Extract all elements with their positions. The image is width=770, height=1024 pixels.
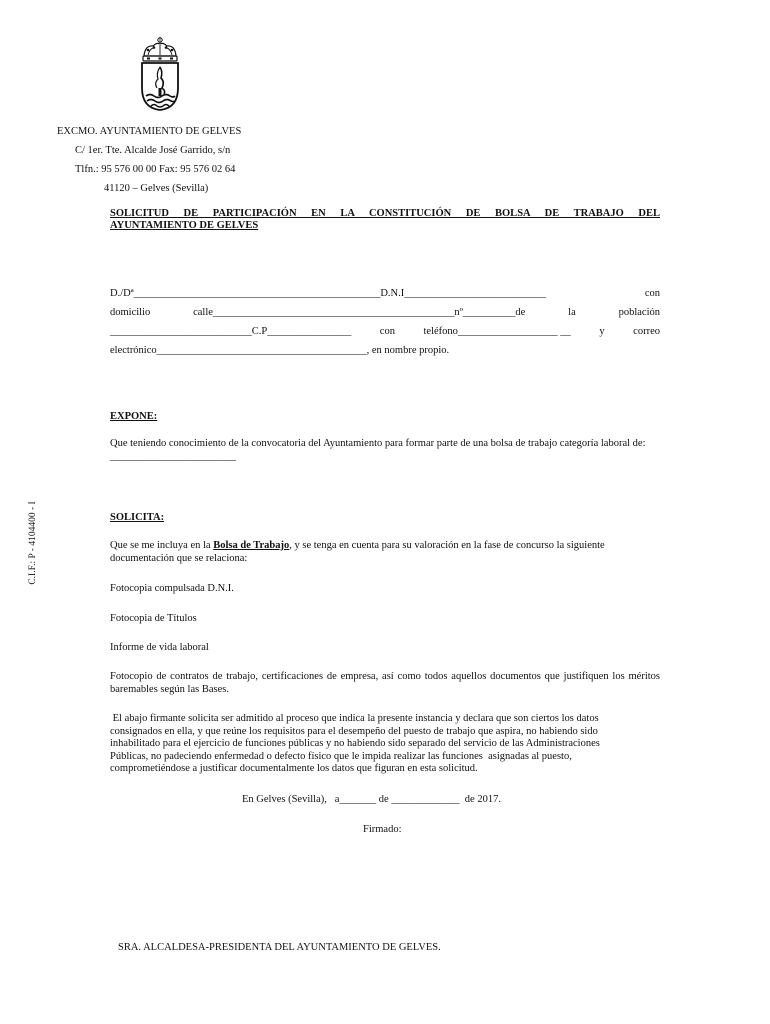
- expone-heading: EXPONE:: [110, 411, 158, 422]
- side-cif-text: C.I.F.: P - 4104400 - I: [28, 501, 38, 585]
- solicita-text-after: , y se tenga en cuenta para su valoración en la fase de concurso la siguiente documentación que se relaciona:: [110, 540, 605, 564]
- org-name: EXCMO. AYUNTAMIENTO DE GELVES: [57, 126, 242, 137]
- declaration-line: inhabilitado para el ejercicio de funciones públicas y no habiendo sido separado del servicio de las Administraciones: [110, 738, 600, 750]
- doc-item-titulos: Fotocopia de Títulos: [110, 613, 197, 624]
- title-line-2: AYUNTAMIENTO DE GELVES: [110, 220, 259, 231]
- word-domicilio: domicilio: [110, 307, 151, 318]
- declaration-line: consignados en ella, y que reúne los requisitos para el desempeño del puesto de trabajo que aspira, no habiendo sido: [110, 725, 598, 737]
- word-con-2: con: [379, 326, 395, 337]
- declaration-line: comprometiéndose a justificar documentalmente los datos que figuran en esta solicitud.: [110, 763, 478, 775]
- declaration-line: Públicas, no padeciendo enfermedad o defecto físico que le impida realizar las funciones asignadas al puesto,: [110, 750, 572, 762]
- solicita-text-before: Que se me incluya en la: [110, 540, 214, 551]
- addressee: SRA. ALCALDESA-PRESIDENTA DEL AYUNTAMIENTO DE GELVES.: [118, 942, 441, 953]
- email-field: electrónico________________________________________, en nombre propio.: [110, 345, 450, 356]
- doc-item-dni: Fotocopia compulsada D.N.I.: [110, 583, 234, 594]
- date-line: En Gelves (Sevilla), a_______ de _____________ de 2017.: [242, 794, 501, 805]
- applicant-row-3: [110, 325, 660, 338]
- declaration-line: El abajo firmante solicita ser admitido al proceso que indica la presente instancia y declara que son ciertos los datos: [110, 713, 599, 724]
- org-phone: Tlfn.: 95 576 00 00 Fax: 95 576 02 64: [75, 164, 236, 175]
- applicant-row-2: [110, 306, 660, 319]
- doc-item-contratos: Fotocopio de contratos de trabajo, certificaciones de empresa, así como todos aquellos documentos que justifiquen los méritos baremables según las Bases.: [110, 671, 660, 695]
- org-address: C/ 1er. Tte. Alcalde José Garrido, s/n: [75, 145, 231, 156]
- phone-field: teléfono___________________ __: [423, 326, 571, 337]
- name-dni-field: D./Dª_______________________________________________D.N.I___________________________: [110, 288, 547, 299]
- word-con: con: [644, 288, 660, 299]
- expone-text: Que teniendo conocimiento de la convocatoria del Ayuntamiento para formar parte de una bolsa de trabajo categoría laboral de: ________________________: [110, 438, 646, 462]
- crest-icon: [139, 36, 181, 112]
- crest-logo: [139, 36, 181, 112]
- org-postal: 41120 – Gelves (Sevilla): [104, 183, 209, 194]
- word-correo: correo: [633, 326, 660, 337]
- doc-item-vida-laboral: Informe de vida laboral: [110, 642, 209, 653]
- applicant-row-1: [110, 287, 660, 300]
- word-y: y: [599, 326, 605, 337]
- bolsa-trabajo-highlight: Bolsa de Trabajo: [213, 540, 290, 551]
- solicita-text: [110, 540, 662, 565]
- solicita-heading: SOLICITA:: [110, 512, 165, 523]
- word-la: la: [568, 307, 576, 318]
- street-field: calle______________________________________________nº__________de: [193, 307, 526, 318]
- signed-label: Firmado:: [363, 824, 402, 835]
- title-line-1: SOLICITUD DE PARTICIPACIÓN EN LA CONSTITUCIÓN DE BOLSA DE TRABAJO DEL: [110, 208, 660, 219]
- document-title: [110, 208, 660, 232]
- word-poblacion: población: [618, 307, 660, 318]
- declaration-paragraph: [110, 713, 662, 776]
- town-cp-field: ___________________________C.P________________: [110, 326, 352, 337]
